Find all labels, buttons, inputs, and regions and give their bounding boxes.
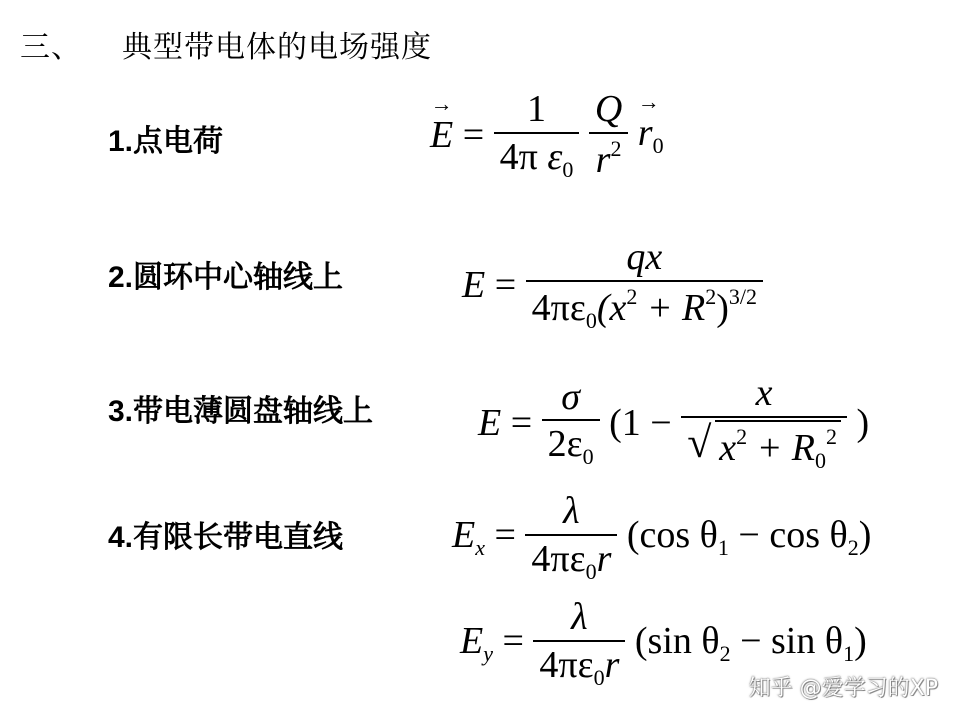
section-heading <box>20 22 432 66</box>
formula-ring-axis: E = $\frac{qx}{4\pi\varepsilon_0(x^2 + R^2)^{3/2}}$ <box>462 236 763 333</box>
formula-line-ey: $E_y$ = $\frac{\lambda}{4\pi\varepsilon_0r}$ (sin $\theta_2 - \sin \theta_1$) <box>460 596 867 690</box>
item-2-label: 2.圆环中心轴线上 <box>108 260 344 295</box>
formula-point-charge: → E = $\frac{1}{4\pi \varepsilon_0}$ $\frac{Q}{r^2}$ → $r_0$ <box>430 88 664 182</box>
item-4-label: 4.有限长带电直线 <box>108 520 344 555</box>
section-number: 三、 <box>20 30 82 65</box>
formula-disk-axis: E = $\frac{\sigma}{2\varepsilon_0}$ (1 − x √ $x^2 + R_0^2$ ) <box>478 372 870 473</box>
section-title: 典型带电体的电场强度 <box>122 30 432 65</box>
watermark: 知乎 @爱学习的XP <box>748 676 938 701</box>
item-1-label: 1.点电荷 <box>108 124 224 159</box>
formula-line-ex: $E_x$ = $\frac{\lambda}{4\pi\varepsilon_0r}$ (cos $\theta_1 - \cos \theta_2$) <box>452 490 872 584</box>
item-3-label: 3.带电薄圆盘轴线上 <box>108 394 374 429</box>
